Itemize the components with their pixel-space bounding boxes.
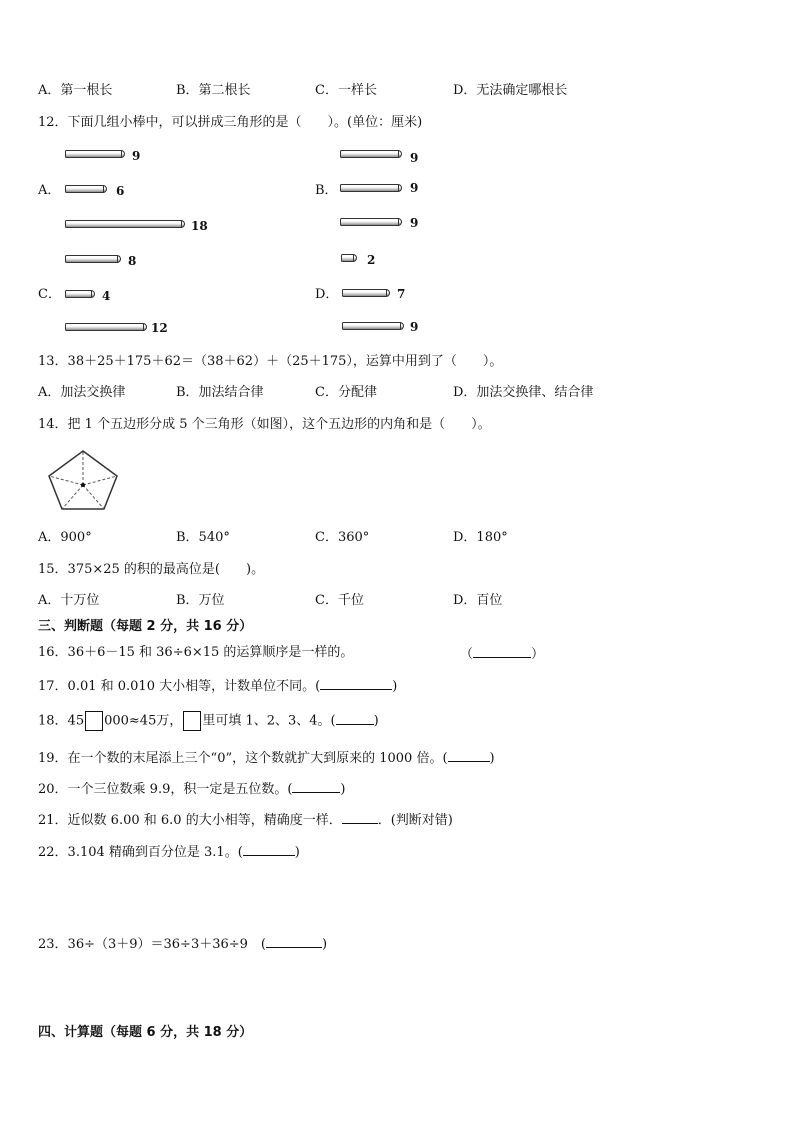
stick-d3 bbox=[342, 322, 404, 330]
stick-a2 bbox=[65, 185, 107, 193]
q17-answer-blank[interactable] bbox=[320, 677, 392, 690]
q20-close-paren: ) bbox=[340, 782, 346, 797]
stick-c3-length: 12 bbox=[151, 321, 168, 335]
q14-stem: 14．把 1 个五边形分成 5 个三角形（如图），这个五边形的内角和是（ ）。 bbox=[38, 417, 491, 432]
stick-c1 bbox=[65, 255, 121, 263]
q22-close-paren: ) bbox=[294, 845, 300, 860]
q15-option-b: B．万位 bbox=[176, 593, 225, 608]
stick-d2-length: 7 bbox=[397, 287, 406, 301]
stick-d1 bbox=[341, 254, 357, 262]
q12-stem: 12．下面几组小棒中，可以拼成三角形的是（ ）。(单位：厘米) bbox=[38, 115, 423, 130]
q15-option-d: D．百位 bbox=[453, 593, 503, 608]
q14-option-b: B．540° bbox=[176, 530, 230, 545]
q12-label-b: B． bbox=[315, 183, 338, 198]
stick-a2-length: 6 bbox=[116, 184, 125, 198]
stick-b2 bbox=[340, 184, 402, 192]
q11-option-b: B．第二根长 bbox=[176, 83, 251, 98]
q21 bbox=[38, 811, 453, 829]
stick-a3 bbox=[65, 220, 185, 228]
q18-text-3: 里可填 1、2、3、4。( bbox=[202, 713, 336, 729]
q17 bbox=[38, 677, 397, 695]
q13-option-c: C．分配律 bbox=[315, 385, 377, 400]
q18 bbox=[38, 711, 379, 731]
q17-text: 17．0.01 和 0.010 大小相等，计数单位不同。( bbox=[38, 679, 321, 694]
q11-option-c: C．一样长 bbox=[315, 83, 377, 98]
q22-text: 22．3.104 精确到百分位是 3.1。( bbox=[38, 845, 243, 860]
q17-close-paren: ) bbox=[392, 679, 398, 694]
q14-option-a: A．900° bbox=[38, 530, 92, 545]
q22-answer-blank[interactable] bbox=[243, 843, 295, 856]
q12-label-a: A． bbox=[38, 183, 61, 198]
q13-option-a: A．加法交换律 bbox=[38, 385, 126, 400]
stick-b2-length: 9 bbox=[410, 181, 419, 195]
q15-option-c: C．千位 bbox=[315, 593, 364, 608]
q21-text: 21．近似数 6.00 和 6.0 的大小相等，精确度一样． bbox=[38, 813, 342, 828]
stick-d2 bbox=[342, 289, 390, 297]
stick-d1-length: 2 bbox=[367, 253, 376, 267]
q11-option-a: A．第一根长 bbox=[38, 83, 113, 98]
q20-answer-blank[interactable] bbox=[292, 780, 340, 793]
stick-a1-length: 9 bbox=[132, 149, 141, 163]
q15-stem: 15．375×25 的积的最高位是( )。 bbox=[38, 562, 265, 577]
q18-text-1: 18．45 bbox=[38, 713, 85, 729]
q19-close-paren: ) bbox=[489, 751, 495, 766]
q20 bbox=[38, 780, 346, 798]
stick-a3-length: 18 bbox=[191, 219, 208, 233]
q18-digit-box-2[interactable] bbox=[183, 711, 201, 731]
stick-c2-length: 4 bbox=[102, 289, 111, 303]
q21-tail: ．(判断对错) bbox=[377, 813, 453, 828]
q14-option-c: C．360° bbox=[315, 530, 370, 545]
section-4-title: 四、计算题（每题 6 分，共 18 分） bbox=[38, 1025, 253, 1040]
stick-b3 bbox=[340, 218, 402, 226]
q20-text: 20．一个三位数乘 9.9，积一定是五位数。( bbox=[38, 782, 293, 797]
q23 bbox=[38, 935, 327, 953]
q23-answer-blank[interactable] bbox=[266, 935, 322, 948]
q16-answer-blank[interactable] bbox=[473, 645, 531, 658]
q13-option-b: B．加法结合律 bbox=[176, 385, 264, 400]
q16-close-paren: ） bbox=[531, 647, 545, 662]
q19-text: 19．在一个数的末尾添上三个“0”，这个数就扩大到原来的 1000 倍。( bbox=[38, 751, 448, 766]
q16 bbox=[38, 645, 353, 661]
q19-answer-blank[interactable] bbox=[448, 749, 490, 762]
q18-answer-blank[interactable] bbox=[336, 712, 374, 725]
q13-stem: 13．38＋25＋175＋62＝（38＋62）＋（25＋175），运算中用到了（ ）。 bbox=[38, 354, 503, 369]
stick-b1 bbox=[340, 150, 402, 158]
q21-answer-blank[interactable] bbox=[342, 811, 378, 824]
stick-c2 bbox=[65, 290, 95, 298]
stick-c1-length: 8 bbox=[128, 254, 137, 268]
stick-c3 bbox=[65, 323, 147, 331]
q16-text: 16．36＋6－15 和 36÷6×15 的运算顺序是一样的。 bbox=[38, 645, 354, 660]
stick-b3-length: 9 bbox=[410, 216, 419, 230]
q15-option-a: A．十万位 bbox=[38, 593, 100, 608]
stick-d3-length: 9 bbox=[410, 320, 419, 334]
stick-b1-length: 9 bbox=[410, 151, 419, 165]
q11-option-d: D．无法确定哪根长 bbox=[453, 83, 568, 98]
q23-text: 23．36÷（3＋9）＝36÷3＋36÷9 ( bbox=[38, 937, 267, 952]
pentagon-center-point bbox=[81, 483, 85, 487]
q14-option-d: D．180° bbox=[453, 530, 508, 545]
q22 bbox=[38, 843, 300, 861]
section-3-title: 三、判断题（每题 2 分，共 16 分） bbox=[38, 619, 253, 634]
q16-answer[interactable] bbox=[460, 645, 544, 663]
q18-digit-box-1[interactable] bbox=[85, 711, 103, 731]
q19 bbox=[38, 749, 495, 767]
q13-option-d: D．加法交换律、结合律 bbox=[453, 385, 594, 400]
q12-label-d: D． bbox=[315, 287, 339, 302]
q12-label-c: C． bbox=[38, 287, 61, 302]
q23-close-paren: ) bbox=[322, 937, 328, 952]
pentagon-figure bbox=[44, 447, 122, 513]
q18-text-2: 000≈45万， bbox=[104, 713, 183, 729]
stick-a1 bbox=[65, 150, 125, 158]
q18-close-paren: ) bbox=[373, 713, 379, 729]
q16-open-paren: （ bbox=[460, 647, 474, 662]
